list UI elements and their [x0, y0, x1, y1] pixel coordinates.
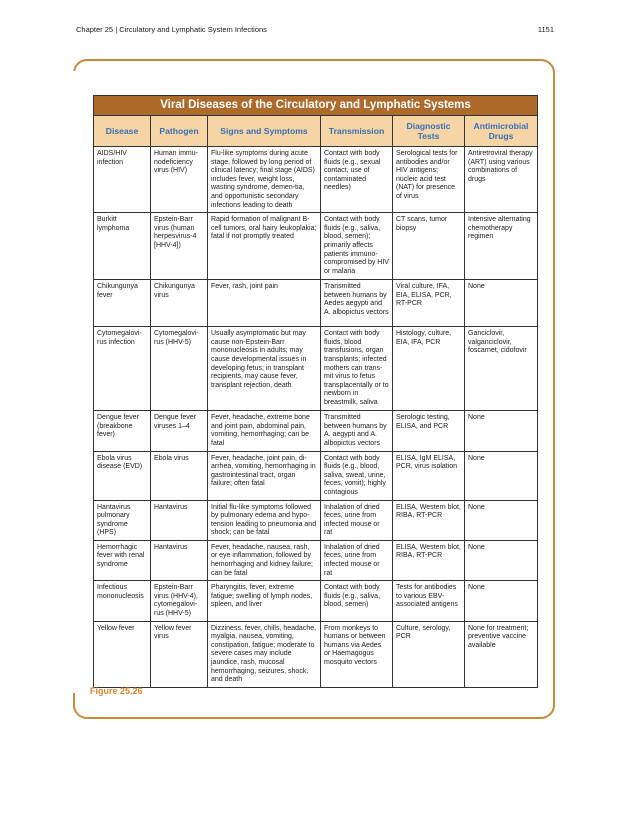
table-row [94, 147, 538, 213]
cell-signs-symptoms: Fever, headache, joint pain, di-arrhea, vomiting, hemorrhaging in gastrointestinal tract, organ failure; often fatal [208, 451, 321, 500]
table-wrapper [93, 95, 537, 688]
cell-pathogen: Human immu-nodeficiency virus (HIV) [151, 147, 208, 213]
cell-transmission: Contact with body fluids, blood transfusions, organ transplants; infected mothers can trans-mit virus to fetus transplacentally or to newborn in breastmilk, saliva [321, 327, 393, 411]
cell-disease: Cytomegalovi-rus infection [94, 327, 151, 411]
cell-signs-symptoms: Pharyngitis, fever, extreme fatigue; swelling of lymph nodes, spleen, and liver [208, 581, 321, 621]
column-header-signs-symptoms: Signs and Symptoms [208, 116, 321, 147]
cell-antimicrobial-drugs: None [465, 411, 538, 451]
cell-disease: Hemorrhagic fever with renal syndrome [94, 540, 151, 580]
cell-pathogen: Epstein-Barr virus (HHV-4), cytomegalovi-rus (HHV-5) [151, 581, 208, 621]
cell-diagnostic-tests: Culture, serology, PCR [393, 621, 465, 687]
cell-signs-symptoms: Fever, headache, extreme bone and joint pain, abdominal pain, vomiting, hemorrhaging; can be fatal [208, 411, 321, 451]
cell-pathogen: Yellow fever virus [151, 621, 208, 687]
cell-antimicrobial-drugs: Antiretroviral therapy (ART) using various combinations of drugs [465, 147, 538, 213]
cell-antimicrobial-drugs: None [465, 280, 538, 327]
cell-disease: Yellow fever [94, 621, 151, 687]
table-row [94, 327, 538, 411]
cell-pathogen: Hantavirus [151, 500, 208, 540]
cell-transmission: Contact with body fluids (e.g., saliva, blood, semen) [321, 581, 393, 621]
cell-disease: AIDS/HIV infection [94, 147, 151, 213]
cell-transmission: Contact with body fluids (e.g., saliva, blood, semen); primarily affects patients immuno-compromised by HIV or malaria [321, 213, 393, 280]
cell-signs-symptoms: Dizziness, fever, chills, headache, myalgia, nausea, vomiting, constipation, fatigue; moderate to severe cases may include jaundice, rash, mucosal hemorrhaging, seizures, shock, and death [208, 621, 321, 687]
cell-antimicrobial-drugs: None [465, 500, 538, 540]
table-row [94, 621, 538, 687]
cell-pathogen: Cytomegalovi-rus (HHV-5) [151, 327, 208, 411]
figure-caption: Figure 25.26 [90, 686, 143, 696]
cell-transmission: Inhalation of dried feces, urine from infected mouse or rat [321, 500, 393, 540]
cell-antimicrobial-drugs: Ganciclovir, valganciclovir, foscarnet, cidofovir [465, 327, 538, 411]
table-row [94, 411, 538, 451]
cell-disease: Dengue fever (breakbone fever) [94, 411, 151, 451]
chapter-title: Chapter 25 | Circulatory and Lymphatic System Infections [76, 25, 267, 34]
cell-diagnostic-tests: Histology, culture, EIA, IFA, PCR [393, 327, 465, 411]
cell-diagnostic-tests: Serological tests for antibodies and/or HIV antigens; nucleic acid test (NAT) for presence of virus [393, 147, 465, 213]
cell-transmission: Contact with body fluids (e.g., sexual contact, use of contaminated needles) [321, 147, 393, 213]
cell-antimicrobial-drugs: None [465, 451, 538, 500]
cell-disease: Infectious mononucleosis [94, 581, 151, 621]
cell-pathogen: Dengue fever viruses 1–4 [151, 411, 208, 451]
cell-signs-symptoms: Usually asymptomatic but may cause non-Epstein-Barr mononucleosis in adults; may cause developmental issues in developing fetus; in transplant recipients, may cause fever, transplant rejection, death [208, 327, 321, 411]
cell-diagnostic-tests: CT scans, tumor biopsy [393, 213, 465, 280]
cell-disease: Burkitt lymphoma [94, 213, 151, 280]
cell-diagnostic-tests: Viral culture, IFA, EIA, ELISA, PCR, RT-PCR [393, 280, 465, 327]
cell-transmission: Transmitted between humans by Aedes aegypti and A. albopictus vectors [321, 280, 393, 327]
table-row [94, 581, 538, 621]
cell-signs-symptoms: Initial flu-like symptoms followed by pulmonary edema and hypo-tension leading to pneumonia and shock; can be fatal [208, 500, 321, 540]
column-header-disease: Disease [94, 116, 151, 147]
cell-antimicrobial-drugs: None [465, 540, 538, 580]
cell-diagnostic-tests: Tests for antibodies to various EBV-associated antigens [393, 581, 465, 621]
table-title: Viral Diseases of the Circulatory and Lymphatic Systems [94, 96, 538, 116]
cell-transmission: From monkeys to humans or between humans via Aedes or Haemagogus mosquito vectors [321, 621, 393, 687]
cell-antimicrobial-drugs: None for treatment; preventive vaccine available [465, 621, 538, 687]
table-row [94, 280, 538, 327]
cell-pathogen: Epstein-Barr virus (human herpesvirus-4 [HHV-4]) [151, 213, 208, 280]
cell-diagnostic-tests: ELISA, Western blot, RIBA, RT-PCR [393, 500, 465, 540]
table-row [94, 540, 538, 580]
cell-signs-symptoms: Fever, rash, joint pain [208, 280, 321, 327]
column-header-antimicrobial-drugs: Antimicrobial Drugs [465, 116, 538, 147]
cell-pathogen: Chikungunya virus [151, 280, 208, 327]
cell-antimicrobial-drugs: Intensive alternating chemotherapy regimen [465, 213, 538, 280]
cell-signs-symptoms: Fever, headache, nausea, rash, or eye inflammation, followed by hemorrhaging and kidney failure; can be fatal [208, 540, 321, 580]
page-number: 1151 [537, 25, 554, 34]
table-row [94, 213, 538, 280]
cell-transmission: Contact with body fluids (e.g., blood, saliva, sweat, urine, feces, vomit); highly contagious [321, 451, 393, 500]
table-row [94, 500, 538, 540]
cell-disease: Ebola virus disease (EVD) [94, 451, 151, 500]
cell-transmission: Inhalation of dried feces, urine from infected mouse or rat [321, 540, 393, 580]
cell-signs-symptoms: Rapid formation of malignant B-cell tumors, oral hairy leukoplakia; fatal if not promptly treated [208, 213, 321, 280]
cell-disease: Hantavirus pulmonary syndrome (HPS) [94, 500, 151, 540]
column-header-pathogen: Pathogen [151, 116, 208, 147]
table-row [94, 451, 538, 500]
cell-disease: Chikungunya fever [94, 280, 151, 327]
cell-pathogen: Ebola virus [151, 451, 208, 500]
cell-diagnostic-tests: ELISA, Western blot, RIBA, RT-PCR [393, 540, 465, 580]
cell-antimicrobial-drugs: None [465, 581, 538, 621]
cell-diagnostic-tests: ELISA, IgM ELISA, PCR, virus isolation [393, 451, 465, 500]
cell-pathogen: Hantavirus [151, 540, 208, 580]
cell-transmission: Transmitted between humans by A. aegypti and A. albopictus vectors [321, 411, 393, 451]
viral-diseases-table [93, 95, 538, 688]
cell-signs-symptoms: Flu-like symptoms during acute stage, followed by long period of clinical latency; final stage (AIDS) includes fever, weight loss, wasting syndrome, demen-tia, and opportunistic secondary infections leading to death [208, 147, 321, 213]
cell-diagnostic-tests: Serologic testing, ELISA, and PCR [393, 411, 465, 451]
running-head [76, 25, 554, 34]
column-header-transmission: Transmission [321, 116, 393, 147]
column-header-diagnostic-tests: Diagnostic Tests [393, 116, 465, 147]
